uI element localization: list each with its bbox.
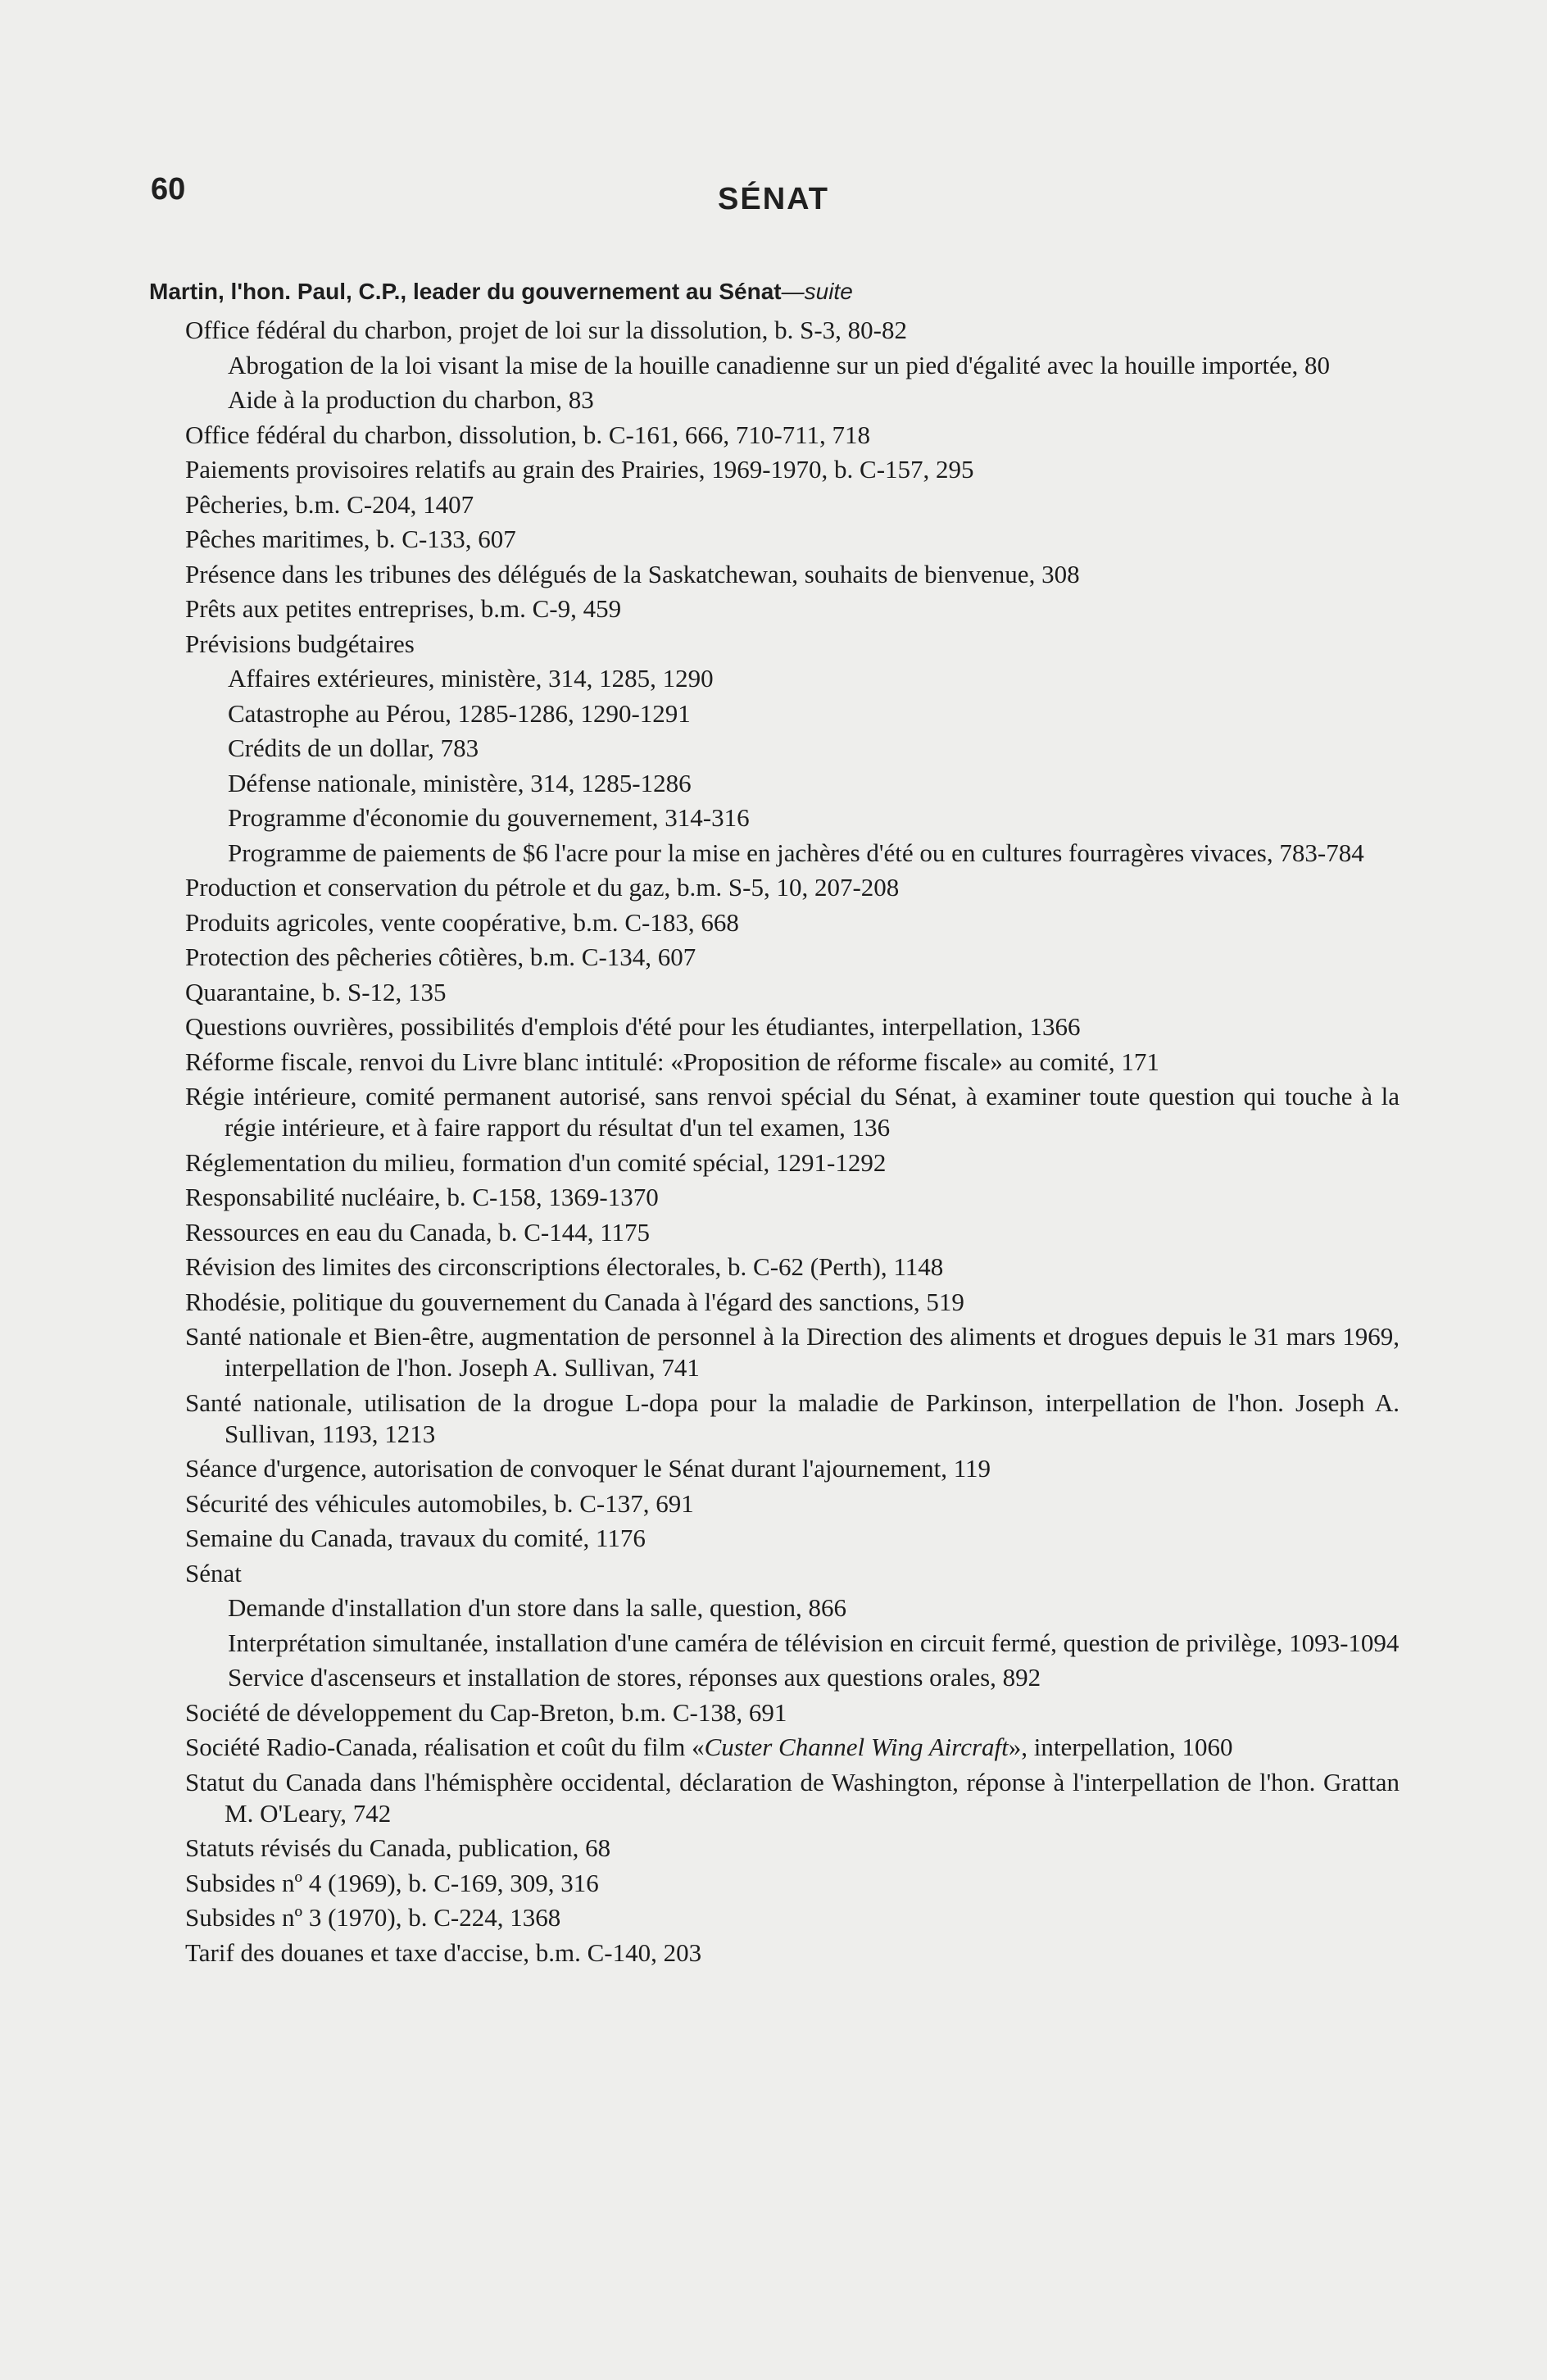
index-subentry bbox=[185, 1047, 1400, 1078]
index-subentry bbox=[185, 1868, 1400, 1899]
entry-text: Santé nationale, utilisation de la drogue L-dopa pour la maladie de Parkinson, interpellation de l'hon. Joseph A. Sullivan, 1193, 1213 bbox=[185, 1388, 1400, 1448]
page-title: SÉNAT bbox=[718, 182, 829, 216]
entry-text: Pêches maritimes, b. C-133, 607 bbox=[185, 525, 516, 553]
index-subentries bbox=[0, 315, 1547, 1972]
index-subentry bbox=[185, 1217, 1400, 1248]
index-subentry bbox=[185, 524, 1400, 555]
index-subentry bbox=[185, 1453, 1400, 1484]
entry-text: Questions ouvrières, possibilités d'emplois d'été pour les étudiantes, interpellation, 1366 bbox=[185, 1012, 1081, 1041]
index-subentry bbox=[185, 1523, 1400, 1554]
entry-text: Paiements provisoires relatifs au grain des Prairies, 1969-1970, b. C-157, 295 bbox=[185, 455, 974, 484]
entry-text: Demande d'installation d'un store dans la salle, question, 866 bbox=[228, 1593, 847, 1622]
index-subsubentry bbox=[228, 698, 1408, 729]
index-subsubentry bbox=[228, 1628, 1408, 1659]
entry-text: Interprétation simultanée, installation d'une caméra de télévision en circuit fermé, question de privilège, 1093-1094 bbox=[228, 1628, 1400, 1657]
entry-text: Abrogation de la loi visant la mise de la houille canadienne sur un pied d'égalité avec la houille importée, 80 bbox=[228, 350, 1331, 379]
index-subentry bbox=[185, 1011, 1400, 1042]
entry-text: Révision des limites des circonscriptions électorales, b. C-62 (Perth), 1148 bbox=[185, 1252, 944, 1281]
index-subentry bbox=[185, 420, 1400, 451]
entry-text: Société de développement du Cap-Breton, b.m. C-138, 691 bbox=[185, 1697, 787, 1727]
entry-text: Quarantaine, b. S-12, 135 bbox=[185, 977, 447, 1006]
entry-text: Séance d'urgence, autorisation de convoquer le Sénat durant l'ajournement, 119 bbox=[185, 1454, 991, 1483]
entry-text: Statuts révisés du Canada, publication, 68 bbox=[185, 1833, 611, 1862]
entry-text: Rhodésie, politique du gouvernement du Canada à l'égard des sanctions, 519 bbox=[185, 1287, 964, 1316]
index-subentry bbox=[185, 1182, 1400, 1213]
entry-text: Société Radio-Canada, réalisation et coût du film « bbox=[185, 1733, 705, 1761]
entry-text-after: », interpellation, 1060 bbox=[1008, 1733, 1233, 1761]
index-subentry bbox=[185, 1287, 1400, 1318]
index-subentry bbox=[185, 454, 1400, 485]
index-subentry bbox=[185, 1558, 1400, 1589]
index-subsubentry bbox=[228, 1662, 1408, 1693]
index-subentry bbox=[185, 942, 1400, 973]
entry-text: Office fédéral du charbon, projet de loi sur la dissolution, b. S-3, 80-82 bbox=[185, 316, 908, 344]
index-subentry bbox=[185, 872, 1400, 903]
entry-text: Défense nationale, ministère, 314, 1285-1286 bbox=[228, 768, 692, 797]
entry-text: Semaine du Canada, travaux du comité, 1176 bbox=[185, 1524, 646, 1552]
index-subsubentry bbox=[228, 768, 1408, 799]
index-subentry bbox=[185, 1732, 1400, 1763]
entry-text: Régie intérieure, comité permanent autorisé, sans renvoi spécial du Sénat, à examiner toute question qui touche à la régie intérieure, et à faire rapport du résultat d'un tel examen, 136 bbox=[185, 1082, 1400, 1142]
entry-text: Subsides nº 3 (1970), b. C-224, 1368 bbox=[185, 1903, 561, 1932]
index-subentry bbox=[185, 907, 1400, 938]
entry-text: Office fédéral du charbon, dissolution, b. C-161, 666, 710-711, 718 bbox=[185, 420, 870, 449]
index-subsubentry bbox=[228, 1592, 1408, 1624]
entry-text: Programme d'économie du gouvernement, 314-316 bbox=[228, 803, 750, 832]
index-entry-heading bbox=[149, 279, 853, 305]
entry-text: Présence dans les tribunes des délégués de la Saskatchewan, souhaits de bienvenue, 308 bbox=[185, 559, 1080, 588]
index-subentry bbox=[185, 1833, 1400, 1864]
index-subsubentry bbox=[228, 733, 1408, 764]
entry-text: Programme de paiements de $6 l'acre pour la mise en jachères d'été ou en cultures fourragères vivaces, 783-784 bbox=[228, 838, 1364, 867]
index-subentry bbox=[185, 1697, 1400, 1728]
index-subentry bbox=[185, 1937, 1400, 1969]
entry-text: Subsides nº 4 (1969), b. C-169, 309, 316 bbox=[185, 1868, 599, 1897]
index-subentry bbox=[185, 629, 1400, 660]
entry-text: Protection des pêcheries côtières, b.m. C-134, 607 bbox=[185, 942, 696, 971]
entry-text: Crédits de un dollar, 783 bbox=[228, 734, 479, 762]
index-subentry bbox=[185, 1147, 1400, 1179]
entry-text: Aide à la production du charbon, 83 bbox=[228, 385, 594, 414]
index-subentry bbox=[185, 593, 1400, 625]
index-subsubentry bbox=[228, 838, 1408, 869]
index-subentry bbox=[185, 1767, 1400, 1829]
index-subentry bbox=[185, 1321, 1400, 1383]
index-subentry bbox=[185, 1488, 1400, 1519]
index-subentry bbox=[185, 489, 1400, 520]
entry-text: Sénat bbox=[185, 1558, 242, 1587]
entry-text: Santé nationale et Bien-être, augmentation de personnel à la Direction des aliments et drogues depuis le 31 mars 1969, interpellation de l'hon. Joseph A. Sullivan, 741 bbox=[185, 1322, 1400, 1382]
index-subsubentry bbox=[228, 350, 1408, 381]
index-subentry bbox=[185, 1388, 1400, 1450]
entry-suffix: —suite bbox=[781, 279, 853, 304]
entry-text: Catastrophe au Pérou, 1285-1286, 1290-1291 bbox=[228, 698, 691, 728]
entry-text: Service d'ascenseurs et installation de stores, réponses aux questions orales, 892 bbox=[228, 1663, 1041, 1692]
index-subentry bbox=[185, 977, 1400, 1008]
index-subsubentry bbox=[228, 663, 1408, 694]
entry-text: Affaires extérieures, ministère, 314, 1285, 1290 bbox=[228, 664, 714, 693]
entry-text: Sécurité des véhicules automobiles, b. C-137, 691 bbox=[185, 1488, 694, 1518]
entry-text: Responsabilité nucléaire, b. C-158, 1369-1370 bbox=[185, 1183, 659, 1211]
index-subentry bbox=[185, 315, 1400, 346]
entry-text: Production et conservation du pétrole et du gaz, b.m. S-5, 10, 207-208 bbox=[185, 873, 900, 902]
entry-text: Tarif des douanes et taxe d'accise, b.m. C-140, 203 bbox=[185, 1937, 702, 1967]
entry-text: Produits agricoles, vente coopérative, b.m. C-183, 668 bbox=[185, 907, 739, 937]
index-subentry bbox=[185, 559, 1400, 590]
index-subsubentry bbox=[228, 384, 1408, 416]
entry-text: Prêts aux petites entreprises, b.m. C-9, 459 bbox=[185, 594, 622, 623]
entry-text: Pêcheries, b.m. C-204, 1407 bbox=[185, 489, 474, 519]
index-subentry bbox=[185, 1251, 1400, 1283]
index-subentry bbox=[185, 1902, 1400, 1933]
entry-text: Réglementation du milieu, formation d'un comité spécial, 1291-1292 bbox=[185, 1147, 887, 1177]
page-number: 60 bbox=[151, 172, 186, 207]
entry-text: Réforme fiscale, renvoi du Livre blanc intitulé: «Proposition de réforme fiscale» au comité, 171 bbox=[185, 1047, 1159, 1076]
index-subsubentry bbox=[228, 802, 1408, 833]
entry-italic-title: Custer Channel Wing Aircraft bbox=[704, 1733, 1009, 1761]
entry-text: Statut du Canada dans l'hémisphère occidental, déclaration de Washington, réponse à l'interpellation de l'hon. Grattan M. O'Leary, 742 bbox=[185, 1767, 1400, 1828]
entry-text: Ressources en eau du Canada, b. C-144, 1175 bbox=[185, 1217, 651, 1247]
index-subentry bbox=[185, 1081, 1400, 1143]
entry-text: Prévisions budgétaires bbox=[185, 629, 415, 658]
entry-name: Martin, l'hon. Paul, C.P., leader du gouvernement au Sénat bbox=[149, 279, 782, 304]
